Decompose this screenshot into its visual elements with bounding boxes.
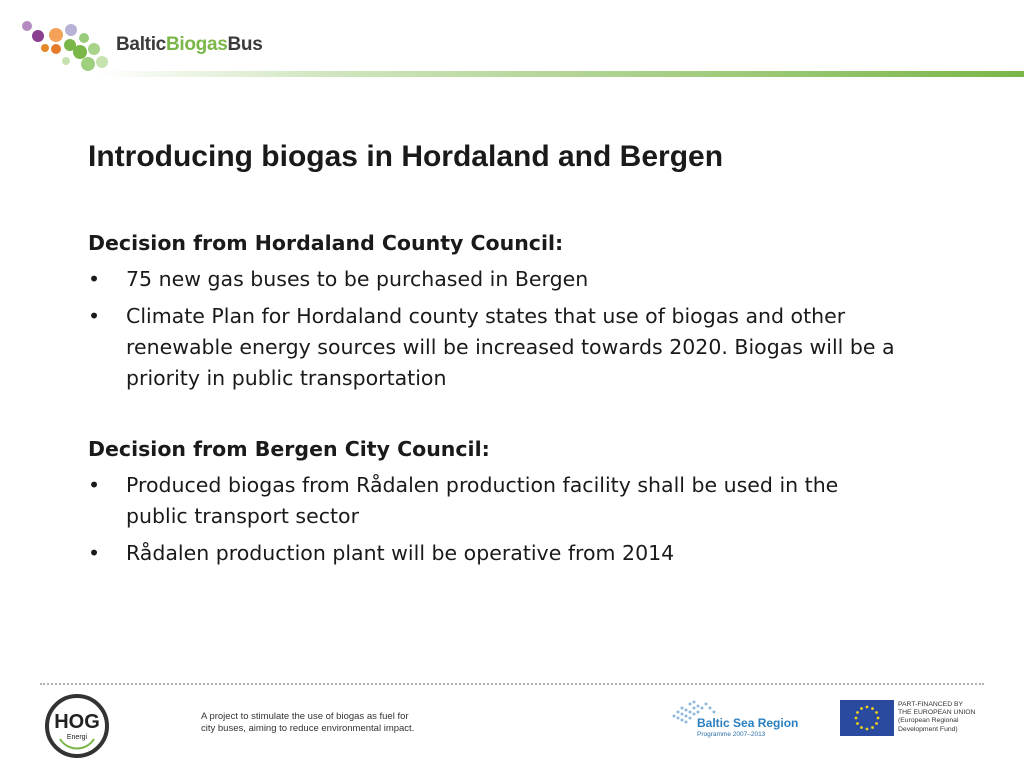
bullet-text: Climate Plan for Hordaland county states that use of biogas and other renewable energy sources will be increased towards 2020. Biogas will be a priority in public transportation <box>126 304 895 390</box>
list-item <box>88 538 898 569</box>
section-city-council <box>88 434 898 569</box>
eu-star <box>877 717 880 720</box>
brand-part-bus: Bus <box>227 34 263 55</box>
eu-funding-line: Development Fund) <box>898 725 958 733</box>
eu-star <box>856 711 859 714</box>
baltic-sea-region-programme: Programme 2007–2013 <box>697 731 766 738</box>
hog-logo-subtext: Energi <box>66 734 88 741</box>
brand-name <box>116 34 263 56</box>
bullet-text: Rådalen production plant will be operative from 2014 <box>126 541 675 565</box>
slide-title: Introducing biogas in Hordaland and Bergen <box>88 140 724 173</box>
eu-star <box>866 706 869 709</box>
eu-star <box>871 726 874 729</box>
hog-logo-text: HOG <box>54 711 100 733</box>
footer-divider <box>40 683 984 685</box>
eu-funding-line: PART-FINANCED BY <box>898 701 964 708</box>
baltic-biogas-bus-logo-dots <box>18 18 118 78</box>
eu-star <box>856 722 859 725</box>
bullet-list <box>88 470 898 569</box>
section-heading: Decision from Hordaland County Council: <box>88 231 564 255</box>
project-description-line: A project to stimulate the use of biogas as fuel for <box>201 711 409 722</box>
list-item <box>88 470 898 532</box>
baltic-sea-region-name: Baltic Sea Region <box>697 716 799 730</box>
eu-star <box>871 707 874 710</box>
bullet-text: Produced biogas from Rådalen production facility shall be used in the public transport sector <box>126 473 839 528</box>
eu-star <box>866 728 869 731</box>
brand-part-biogas: Biogas <box>165 34 228 55</box>
list-item <box>88 301 898 394</box>
bullet-icon: • <box>88 304 101 328</box>
project-description-line: city buses, aiming to reduce environmental impact. <box>201 723 415 734</box>
eu-star <box>860 726 863 729</box>
eu-flag-icon <box>840 700 894 736</box>
section-county-council <box>88 228 898 394</box>
brand-part-baltic: Baltic <box>116 34 166 55</box>
slide-content <box>88 228 898 575</box>
bullet-icon: • <box>88 267 101 291</box>
bullet-text: 75 new gas buses to be purchased in Bergen <box>126 267 589 291</box>
project-description <box>201 711 441 735</box>
eu-star <box>875 711 878 714</box>
eu-funding-line: (European Regional <box>898 717 959 725</box>
eu-star <box>875 722 878 725</box>
bullet-list <box>88 264 898 394</box>
eu-funding-note <box>898 701 998 734</box>
eu-star <box>860 707 863 710</box>
bullet-icon: • <box>88 541 101 565</box>
header-divider <box>95 71 1024 77</box>
section-heading: Decision from Bergen City Council: <box>88 437 490 461</box>
bullet-icon: • <box>88 473 101 497</box>
list-item <box>88 264 898 295</box>
eu-funding-line: THE EUROPEAN UNION <box>898 709 976 717</box>
eu-star <box>855 717 858 720</box>
